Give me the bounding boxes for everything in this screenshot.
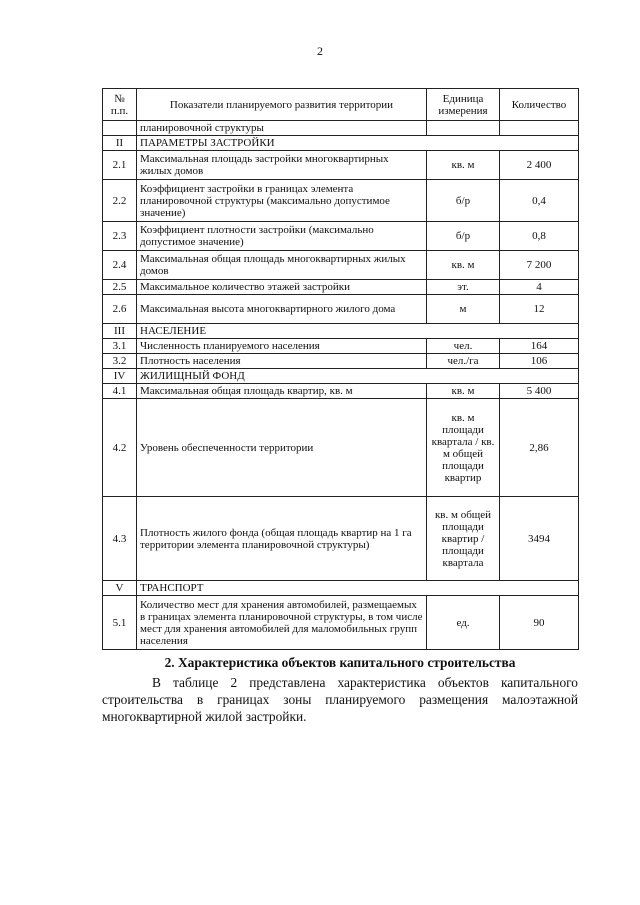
cell-num: IV xyxy=(103,369,137,384)
cell-name: Коэффициент плотности застройки (максимально допустимое значение) xyxy=(137,222,427,251)
cell-qty xyxy=(500,121,579,136)
table-row xyxy=(103,384,579,399)
cell-qty: 4 xyxy=(500,280,579,295)
cell-qty: 2 400 xyxy=(500,151,579,180)
cell-name: Коэффициент застройки в границах элемента планировочной структуры (максимально допустимое значение) xyxy=(137,180,427,222)
cell-name: Количество мест для хранения автомобилей, размещаемых в границах элемента планировочной структуры, в том числе мест для хранения автомобилей для маломобильных групп населения xyxy=(137,596,427,650)
cell-name: Максимальная общая площадь многоквартирных жилых домов xyxy=(137,251,427,280)
section-title: ТРАНСПОРТ xyxy=(137,581,579,596)
cell-name: Численность планируемого населения xyxy=(137,339,427,354)
cell-num: 5.1 xyxy=(103,596,137,650)
table-row xyxy=(103,354,579,369)
table-row xyxy=(103,295,579,324)
cell-qty: 2,86 xyxy=(500,399,579,497)
cell-num: 2.6 xyxy=(103,295,137,324)
page-number: 2 xyxy=(317,44,323,58)
cell-name: Максимальная площадь застройки многоквартирных жилых домов xyxy=(137,151,427,180)
table-row xyxy=(103,251,579,280)
cell-num: 2.4 xyxy=(103,251,137,280)
table-row xyxy=(103,121,579,136)
header-name: Показатели планируемого развития территории xyxy=(137,89,427,121)
table-row xyxy=(103,151,579,180)
section-row xyxy=(103,324,579,339)
table-header-row xyxy=(103,89,579,121)
cell-num: V xyxy=(103,581,137,596)
cell-unit: м xyxy=(427,295,500,324)
section-title: ПАРАМЕТРЫ ЗАСТРОЙКИ xyxy=(137,136,579,151)
cell-num: II xyxy=(103,136,137,151)
cell-unit: кв. м xyxy=(427,151,500,180)
cell-unit: чел./га xyxy=(427,354,500,369)
cell-qty: 0,4 xyxy=(500,180,579,222)
table-row xyxy=(103,280,579,295)
cell-name: Плотность населения xyxy=(137,354,427,369)
cell-name: Максимальное количество этажей застройки xyxy=(137,280,427,295)
section-row xyxy=(103,369,579,384)
cell-num: III xyxy=(103,324,137,339)
cell-num: 3.1 xyxy=(103,339,137,354)
cell-unit: кв. м xyxy=(427,251,500,280)
table-row xyxy=(103,596,579,650)
cell-name: планировочной структуры xyxy=(137,121,427,136)
cell-unit: кв. м xyxy=(427,384,500,399)
cell-num: 2.1 xyxy=(103,151,137,180)
header-unit: Единица измерения xyxy=(427,89,500,121)
cell-qty: 3494 xyxy=(500,497,579,581)
cell-unit: ед. xyxy=(427,596,500,650)
cell-qty: 106 xyxy=(500,354,579,369)
cell-name: Максимальная высота многоквартирного жилого дома xyxy=(137,295,427,324)
table-row xyxy=(103,497,579,581)
section-title: ЖИЛИЩНЫЙ ФОНД xyxy=(137,369,579,384)
cell-num: 4.1 xyxy=(103,384,137,399)
indicators-table xyxy=(102,88,579,650)
cell-num: 4.2 xyxy=(103,399,137,497)
table-row xyxy=(103,339,579,354)
cell-num xyxy=(103,121,137,136)
section-title: НАСЕЛЕНИЕ xyxy=(137,324,579,339)
cell-unit: эт. xyxy=(427,280,500,295)
cell-num: 2.5 xyxy=(103,280,137,295)
table-row xyxy=(103,399,579,497)
cell-name: Уровень обеспеченности территории xyxy=(137,399,427,497)
cell-unit: кв. м площади квартала / кв. м общей площади квартир xyxy=(427,399,500,497)
cell-unit xyxy=(427,121,500,136)
header-qty: Количество xyxy=(500,89,579,121)
cell-num: 2.2 xyxy=(103,180,137,222)
cell-num: 3.2 xyxy=(103,354,137,369)
cell-qty: 164 xyxy=(500,339,579,354)
cell-num: 2.3 xyxy=(103,222,137,251)
cell-num: 4.3 xyxy=(103,497,137,581)
section-row xyxy=(103,136,579,151)
cell-qty: 12 xyxy=(500,295,579,324)
cell-qty: 0,8 xyxy=(500,222,579,251)
table-row xyxy=(103,180,579,222)
cell-unit: б/р xyxy=(427,222,500,251)
cell-name: Максимальная общая площадь квартир, кв. м xyxy=(137,384,427,399)
cell-unit: кв. м общей площади квартир / площади квартала xyxy=(427,497,500,581)
cell-unit: чел. xyxy=(427,339,500,354)
cell-qty: 90 xyxy=(500,596,579,650)
section-row xyxy=(103,581,579,596)
cell-qty: 7 200 xyxy=(500,251,579,280)
section-title: 2. Характеристика объектов капитального строительства xyxy=(164,655,516,670)
section-2 xyxy=(102,654,578,725)
section-paragraph: В таблице 2 представлена характеристика объектов капитального строительства в границах зоны планируемого размещения малоэтажной многоквартирной жилой застройки. xyxy=(102,675,578,724)
table-row xyxy=(103,222,579,251)
cell-name: Плотность жилого фонда (общая площадь квартир на 1 га территории элемента планировочной структуры) xyxy=(137,497,427,581)
cell-qty: 5 400 xyxy=(500,384,579,399)
cell-unit: б/р xyxy=(427,180,500,222)
header-num: № п.п. xyxy=(103,89,137,121)
